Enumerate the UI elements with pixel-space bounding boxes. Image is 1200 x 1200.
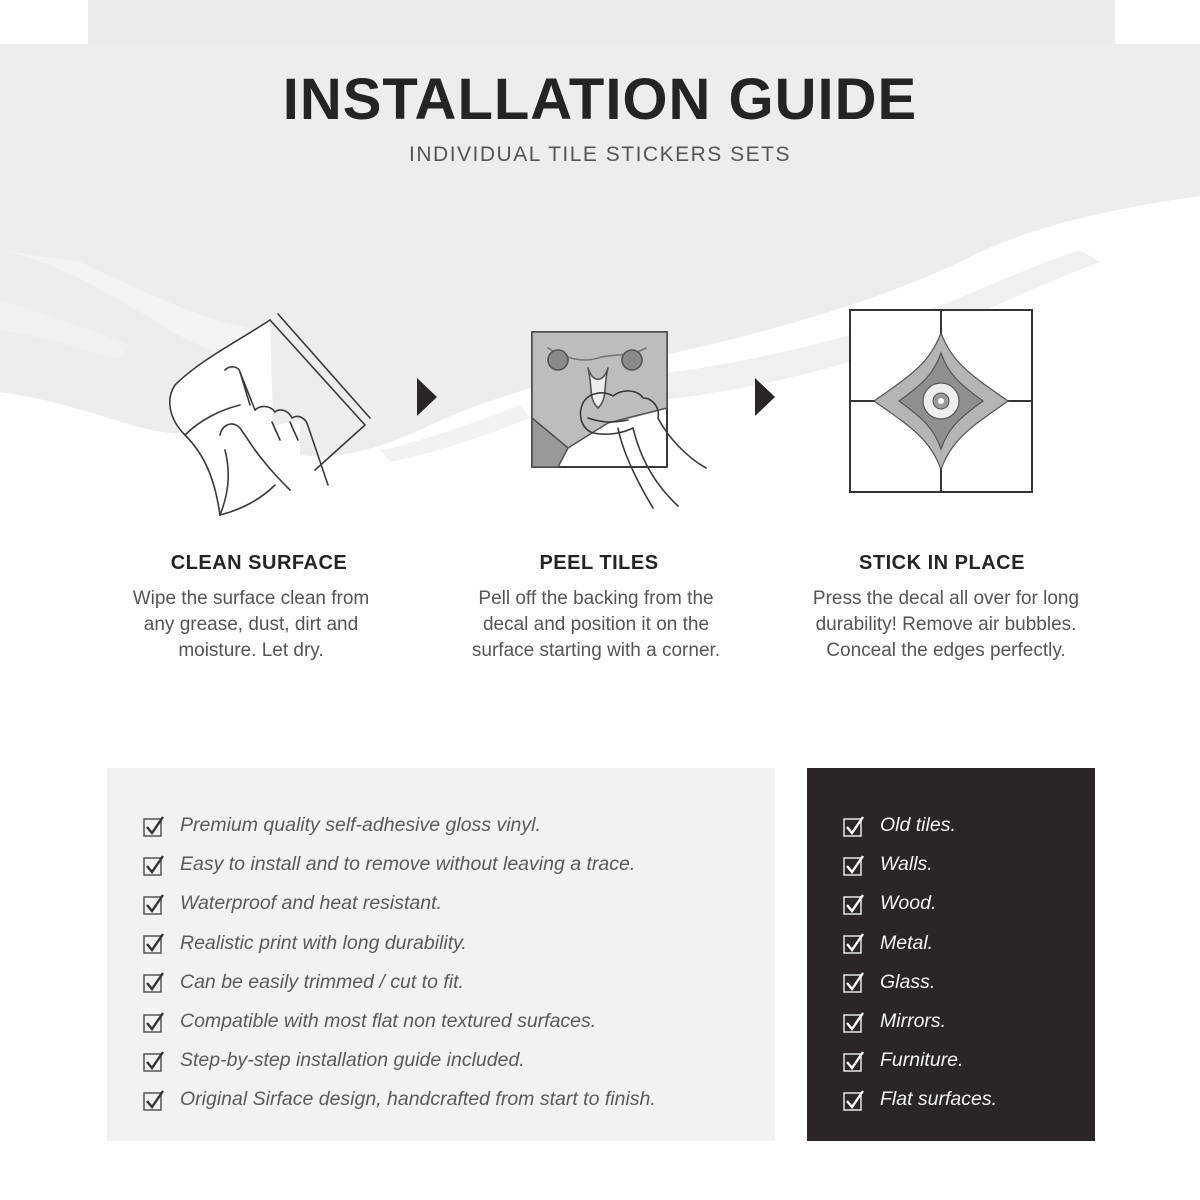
checkbox-checked-icon bbox=[143, 1011, 165, 1033]
step-2-title: PEEL TILES bbox=[539, 552, 659, 574]
checkbox-checked-icon bbox=[843, 893, 865, 915]
page-title: INSTALLATION GUIDE bbox=[282, 67, 918, 132]
checkbox-checked-icon bbox=[843, 854, 865, 876]
checkbox-checked-icon bbox=[143, 932, 165, 954]
list-item: Mirrors. bbox=[843, 1002, 997, 1041]
checkbox-checked-icon bbox=[143, 854, 165, 876]
list-item: Step-by-step installation guide included. bbox=[143, 1041, 656, 1080]
step-1-title: CLEAN SURFACE bbox=[170, 552, 348, 574]
checkbox-checked-icon bbox=[843, 1089, 865, 1111]
list-item: Original Sirface design, handcrafted from start to finish. bbox=[143, 1080, 656, 1119]
step-1-description: Wipe the surface clean from any grease, dust, dirt and moisture. Let dry. bbox=[132, 588, 370, 661]
checkbox-checked-icon bbox=[843, 815, 865, 837]
checkbox-checked-icon bbox=[843, 932, 865, 954]
hand-wiping-cloth-icon bbox=[160, 310, 375, 525]
tile-grid-icon bbox=[848, 308, 1034, 494]
arrow-right-icon bbox=[415, 376, 439, 418]
list-item: Wood. bbox=[843, 884, 997, 923]
list-item: Premium quality self-adhesive gloss vinyl. bbox=[143, 806, 656, 845]
hand-peeling-tile-icon bbox=[528, 328, 713, 513]
list-item: Flat surfaces. bbox=[843, 1080, 997, 1119]
step-3-description: Press the decal all over for long durability! Remove air bubbles. Conceal the edges perfectly. bbox=[812, 588, 1080, 661]
checkbox-checked-icon bbox=[843, 971, 865, 993]
surfaces-list bbox=[843, 806, 997, 1120]
step-2-description: Pell off the backing from the decal and position it on the surface starting with a corner. bbox=[471, 588, 721, 661]
list-item: Easy to install and to remove without leaving a trace. bbox=[143, 845, 656, 884]
list-item: Glass. bbox=[843, 963, 997, 1002]
surfaces-panel bbox=[807, 768, 1095, 1141]
arrow-right-icon bbox=[753, 376, 777, 418]
checkbox-checked-icon bbox=[143, 1050, 165, 1072]
checkbox-checked-icon bbox=[143, 815, 165, 837]
list-item: Metal. bbox=[843, 924, 997, 963]
step-3-title: STICK IN PLACE bbox=[859, 552, 1025, 574]
checkbox-checked-icon bbox=[843, 1050, 865, 1072]
list-item: Can be easily trimmed / cut to fit. bbox=[143, 963, 656, 1002]
list-item: Realistic print with long durability. bbox=[143, 924, 656, 963]
list-item: Old tiles. bbox=[843, 806, 997, 845]
list-item: Waterproof and heat resistant. bbox=[143, 884, 656, 923]
checkbox-checked-icon bbox=[143, 971, 165, 993]
list-item: Walls. bbox=[843, 845, 997, 884]
features-panel bbox=[107, 768, 775, 1141]
list-item: Furniture. bbox=[843, 1041, 997, 1080]
list-item: Compatible with most flat non textured surfaces. bbox=[143, 1002, 656, 1041]
features-list bbox=[143, 806, 656, 1120]
checkbox-checked-icon bbox=[143, 1089, 165, 1111]
checkbox-checked-icon bbox=[143, 893, 165, 915]
checkbox-checked-icon bbox=[843, 1011, 865, 1033]
page-subtitle: INDIVIDUAL TILE STICKERS SETS bbox=[409, 143, 791, 166]
